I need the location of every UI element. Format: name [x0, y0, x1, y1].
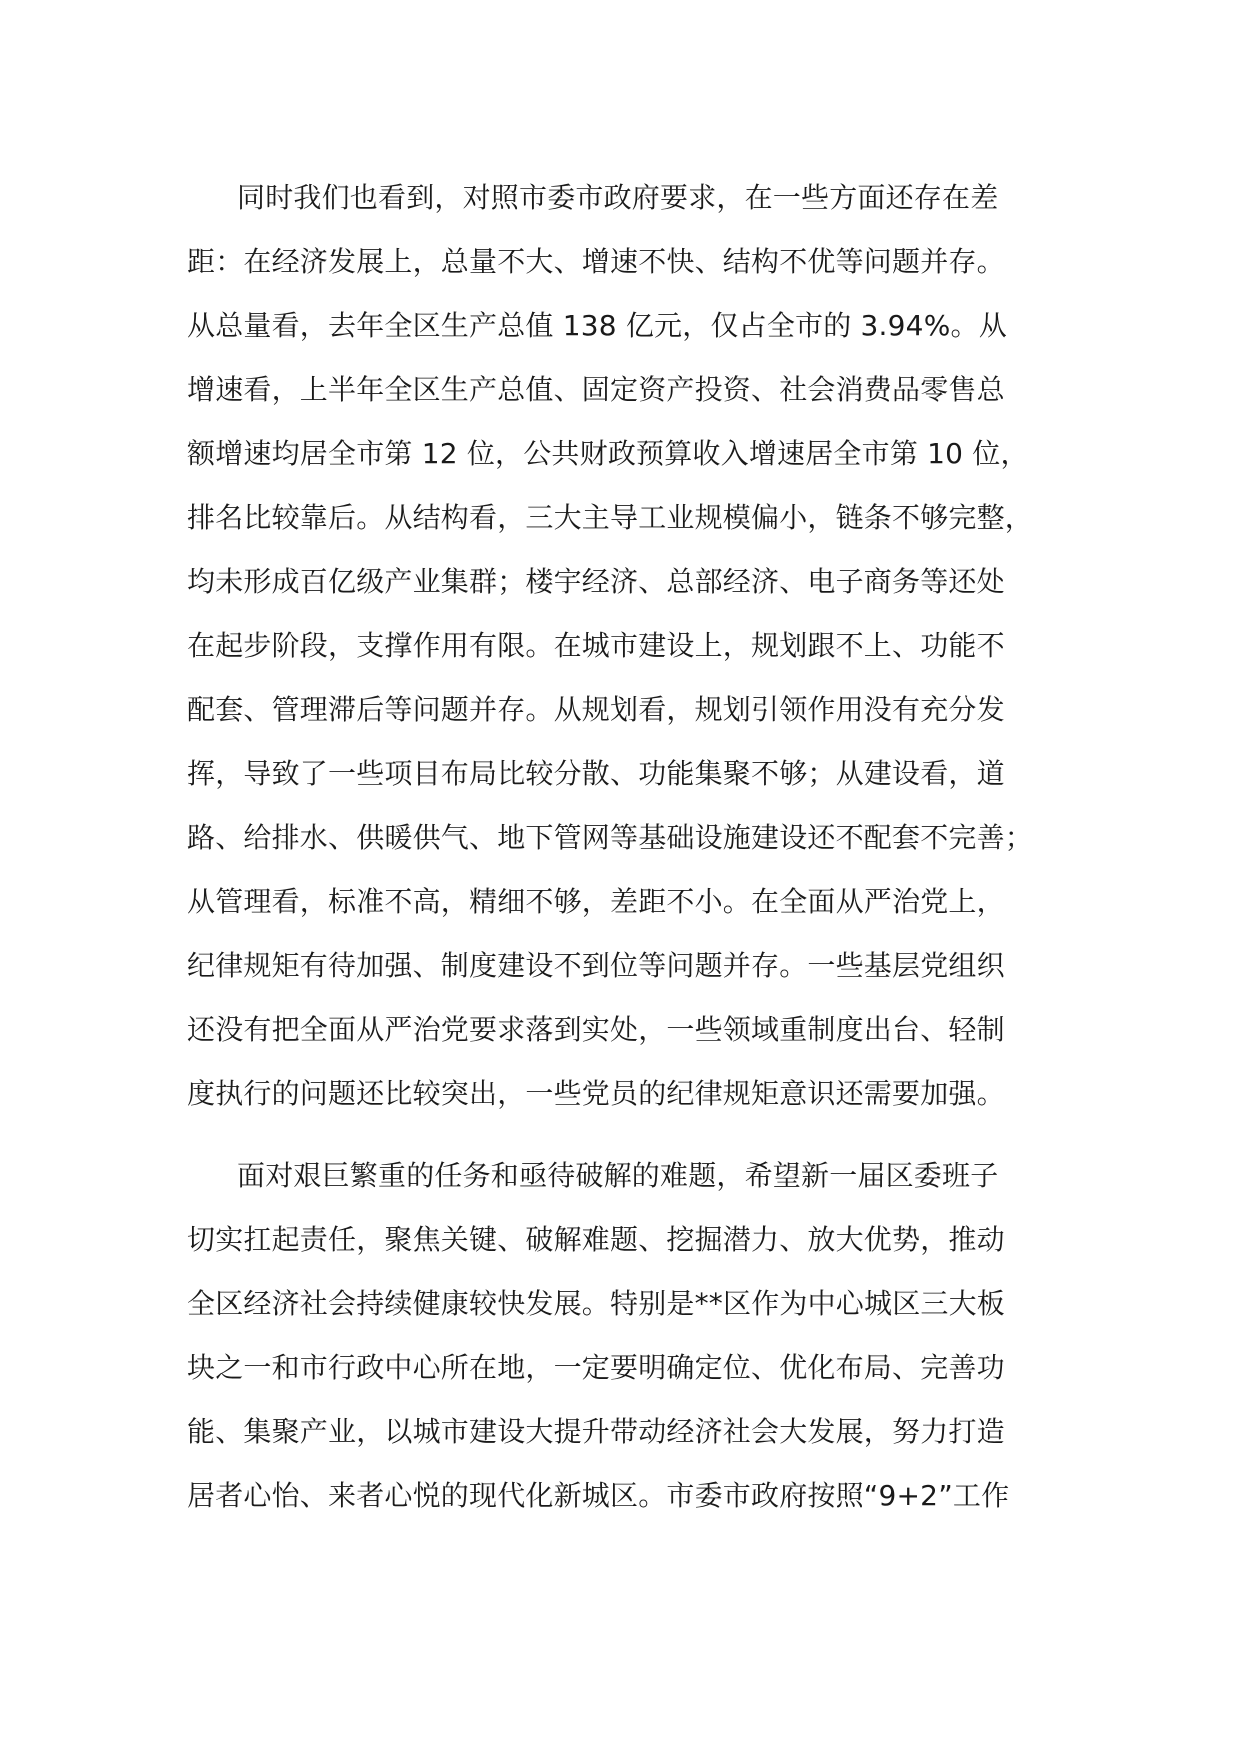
paragraph-1-line-10: 挥，导致了一些项目布局比较分散、功能集聚不够；从建设看，道 [187, 757, 1005, 790]
paragraph-1-line-15: 度执行的问题还比较突出，一些党员的纪律规矩意识还需要加强。 [187, 1077, 1005, 1110]
paragraph-1-line-4: 增速看，上半年全区生产总值、固定资产投资、社会消费品零售总 [187, 373, 1005, 406]
paragraph-1-line-14: 还没有把全面从严治党要求落到实处，一些领域重制度出台、轻制 [187, 1013, 1005, 1046]
paragraph-2-line-4: 块之一和市行政中心所在地，一定要明确定位、优化布局、完善功 [187, 1351, 1005, 1384]
paragraph-2-line-6: 居者心怡、来者心悦的现代化新城区。市委市政府按照“9+2”工作 [187, 1479, 1010, 1512]
paragraph-1-line-8: 在起步阶段，支撑作用有限。在城市建设上，规划跟不上、功能不 [187, 629, 1005, 662]
paragraph-1-line-7: 均未形成百亿级产业集群；楼宇经济、总部经济、电子商务等还处 [187, 565, 1005, 598]
paragraph-1-line-6: 排名比较靠后。从结构看，三大主导工业规模偏小，链条不够完整， [187, 501, 1034, 534]
paragraph-1-line-3: 从总量看，去年全区生产总值 138 亿元，仅占全市的 3.94%。从 [187, 309, 1007, 342]
paragraph-1-line-11: 路、给排水、供暖供气、地下管网等基础设施建设还不配套不完善； [187, 821, 1034, 854]
paragraph-2-line-2: 切实扛起责任，聚焦关键、破解难题、挖掘潜力、放大优势，推动 [187, 1223, 1005, 1256]
paragraph-1-line-13: 纪律规矩有待加强、制度建设不到位等问题并存。一些基层党组织 [187, 949, 1005, 982]
paragraph-1-line-9: 配套、管理滞后等问题并存。从规划看，规划引领作用没有充分发 [187, 693, 1005, 726]
paragraph-1-line-5: 额增速均居全市第 12 位，公共财政预算收入增速居全市第 10 位， [187, 437, 1029, 470]
paragraph-2-line-5: 能、集聚产业，以城市建设大提升带动经济社会大发展，努力打造 [187, 1415, 1005, 1448]
paragraph-2-line-1: 面对艰巨繁重的任务和亟待破解的难题，希望新一届区委班子 [237, 1159, 999, 1192]
paragraph-2-line-3: 全区经济社会持续健康较快发展。特别是**区作为中心城区三大板 [187, 1287, 1006, 1320]
paragraph-1-line-2: 距：在经济发展上，总量不大、增速不快、结构不优等问题并存。 [187, 245, 1005, 278]
paragraph-1-line-1: 同时我们也看到，对照市委市政府要求，在一些方面还存在差 [237, 181, 999, 214]
paragraph-1-line-12: 从管理看，标准不高，精细不够，差距不小。在全面从严治党上， [187, 885, 1005, 918]
